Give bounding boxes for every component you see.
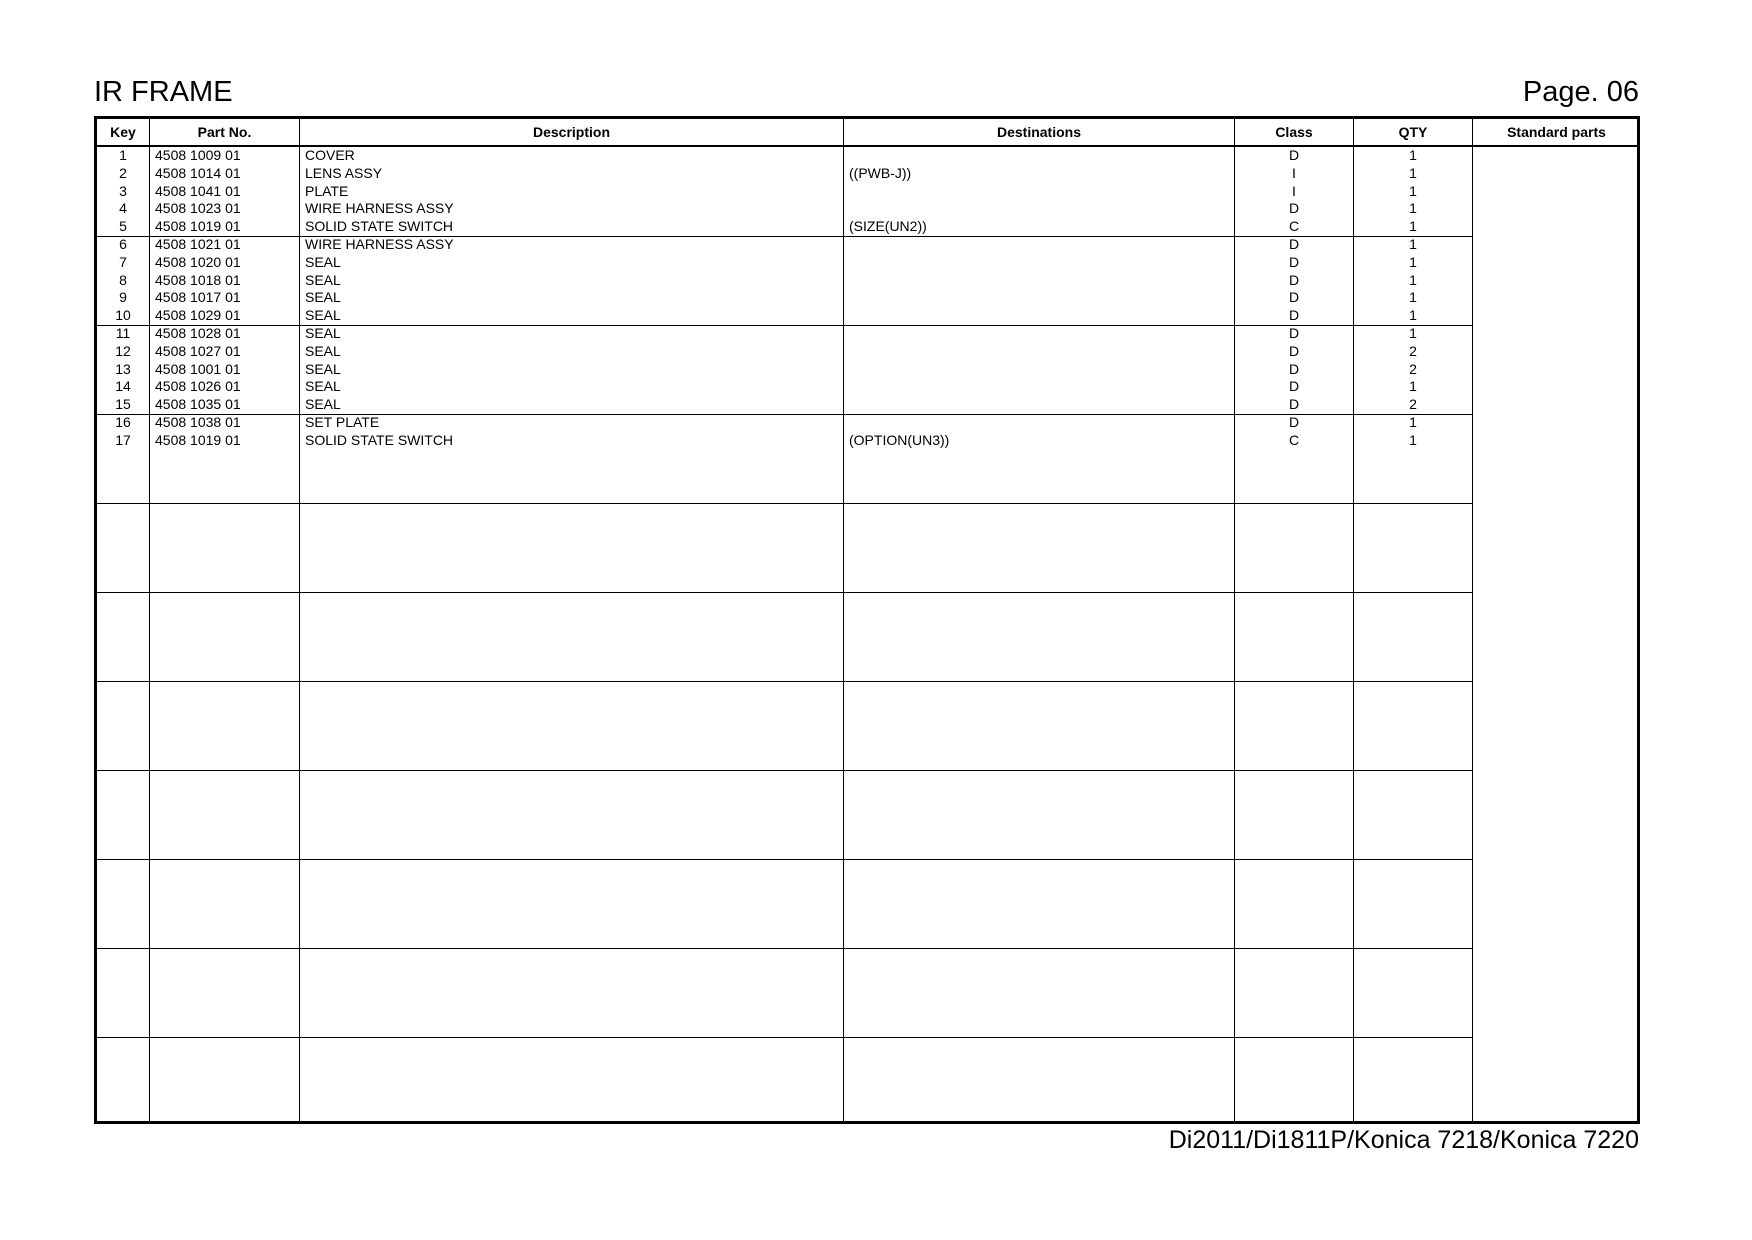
cell-part-no: 4508 1026 01: [155, 378, 241, 395]
cell-qty: 1: [1409, 307, 1417, 324]
cell-qty: 1: [1409, 182, 1417, 199]
cell-key: 7: [119, 253, 127, 270]
cell-qty: 1: [1409, 378, 1417, 395]
cell-key: 15: [115, 396, 131, 413]
cell-class: D: [1288, 271, 1300, 288]
cell-description: PLATE: [305, 182, 349, 199]
cell-key: 12: [115, 342, 131, 359]
cell-part-no: 4508 1018 01: [155, 271, 241, 288]
cell-class: C: [1288, 218, 1300, 235]
cell-part-no: 4508 1020 01: [155, 253, 241, 270]
cell-description: WIRE HARNESS ASSY: [305, 236, 454, 252]
cell-key: 14: [115, 378, 131, 395]
cell-part-no: 4508 1021 01: [155, 236, 241, 252]
table-row: [97, 183, 1472, 201]
cell-qty: 1: [1409, 200, 1417, 217]
cell-description: SEAL: [305, 378, 341, 395]
cell-description: SOLID STATE SWITCH: [305, 431, 454, 448]
cell-part-no: 4508 1009 01: [155, 147, 241, 163]
cell-qty: 2: [1409, 396, 1417, 413]
cell-key: 6: [119, 236, 127, 252]
table-row: [97, 200, 1472, 218]
cell-part-no: 4508 1023 01: [155, 200, 241, 217]
cell-description: SEAL: [305, 325, 341, 341]
cell-class: D: [1288, 289, 1300, 306]
table-row: [97, 396, 1472, 414]
col-header-key: Key: [110, 124, 136, 140]
page-title: IR FRAME: [94, 76, 233, 108]
cell-part-no: 4508 1028 01: [155, 325, 241, 341]
cell-key: 2: [119, 164, 127, 181]
cell-qty: 2: [1409, 342, 1417, 359]
col-header-destinations: Destinations: [996, 124, 1081, 140]
cell-description: SEAL: [305, 253, 341, 270]
table-row: [97, 236, 1472, 254]
cell-qty: 1: [1409, 147, 1417, 163]
cell-class: D: [1288, 147, 1300, 163]
table-row: [97, 307, 1472, 325]
cell-qty: 1: [1409, 289, 1417, 306]
table-row: [97, 289, 1472, 307]
cell-description: SEAL: [305, 342, 341, 359]
page-number: Page. 06: [1522, 76, 1639, 108]
cell-class: D: [1288, 325, 1300, 341]
cell-description: SET PLATE: [305, 414, 380, 430]
cell-qty: 1: [1409, 164, 1417, 181]
col-header-description: Description: [532, 124, 610, 140]
table-row: [97, 432, 1472, 450]
cell-class: D: [1288, 253, 1300, 270]
table-row: [97, 254, 1472, 272]
cell-description: SOLID STATE SWITCH: [305, 218, 454, 235]
cell-class: D: [1288, 378, 1300, 395]
cell-class: D: [1288, 342, 1300, 359]
cell-part-no: 4508 1019 01: [155, 431, 241, 448]
cell-key: 5: [119, 218, 127, 235]
parts-table: [94, 116, 1640, 1124]
cell-part-no: 4508 1001 01: [155, 360, 241, 377]
cell-qty: 1: [1409, 271, 1417, 288]
cell-qty: 2: [1409, 360, 1417, 377]
table-row: [97, 218, 1472, 236]
cell-description: COVER: [305, 147, 355, 163]
cell-description: LENS ASSY: [305, 164, 383, 181]
cell-description: SEAL: [305, 307, 341, 324]
cell-class: C: [1288, 431, 1300, 448]
cell-key: 17: [115, 431, 131, 448]
cell-class: D: [1288, 360, 1300, 377]
table-row: [97, 343, 1472, 361]
cell-key: 1: [119, 147, 127, 163]
col-header-standard-parts: Standard parts: [1507, 124, 1606, 140]
table-row: [97, 165, 1472, 183]
cell-key: 9: [119, 289, 127, 306]
cell-class: D: [1288, 396, 1300, 413]
cell-class: I: [1292, 182, 1296, 199]
group-divider: [97, 1037, 1472, 1038]
col-header-qty: QTY: [1398, 124, 1428, 140]
group-divider: [97, 592, 1472, 593]
column-divider: [1472, 119, 1473, 1121]
table-row: [97, 325, 1472, 343]
cell-class: D: [1288, 200, 1300, 217]
cell-qty: 1: [1409, 236, 1417, 252]
cell-part-no: 4508 1038 01: [155, 414, 241, 430]
col-header-part-no: Part No.: [197, 124, 252, 140]
cell-part-no: 4508 1029 01: [155, 307, 241, 324]
cell-part-no: 4508 1041 01: [155, 182, 241, 199]
cell-qty: 1: [1409, 218, 1417, 235]
cell-description: SEAL: [305, 360, 341, 377]
table-row: [97, 361, 1472, 379]
cell-qty: 1: [1409, 414, 1417, 430]
cell-destination: ((PWB-J)): [849, 164, 912, 181]
cell-key: 10: [115, 307, 131, 324]
group-divider: [97, 503, 1472, 504]
group-divider: [97, 859, 1472, 860]
cell-key: 13: [115, 360, 131, 377]
cell-part-no: 4508 1014 01: [155, 164, 241, 181]
group-divider: [97, 770, 1472, 771]
group-divider: [97, 948, 1472, 949]
cell-class: D: [1288, 236, 1300, 252]
footer-model-list: Di2011/Di1811P/Konica 7218/Konica 7220: [1168, 1126, 1639, 1154]
group-divider: [97, 681, 1472, 682]
cell-destination: (OPTION(UN3)): [849, 431, 950, 448]
cell-part-no: 4508 1035 01: [155, 396, 241, 413]
cell-class: I: [1292, 164, 1296, 181]
cell-description: SEAL: [305, 271, 341, 288]
col-header-class: Class: [1275, 124, 1313, 140]
cell-key: 11: [115, 325, 131, 341]
table-row: [97, 378, 1472, 396]
cell-key: 8: [119, 271, 127, 288]
cell-description: SEAL: [305, 396, 341, 413]
cell-part-no: 4508 1027 01: [155, 342, 241, 359]
cell-description: WIRE HARNESS ASSY: [305, 200, 454, 217]
cell-key: 3: [119, 182, 127, 199]
cell-description: SEAL: [305, 289, 341, 306]
cell-key: 16: [115, 414, 131, 430]
table-row: [97, 147, 1472, 165]
cell-key: 4: [119, 200, 127, 217]
cell-part-no: 4508 1019 01: [155, 218, 241, 235]
cell-class: D: [1288, 414, 1300, 430]
cell-part-no: 4508 1017 01: [155, 289, 241, 306]
table-row: [97, 414, 1472, 432]
table-row: [97, 272, 1472, 290]
cell-qty: 1: [1409, 431, 1417, 448]
cell-class: D: [1288, 307, 1300, 324]
cell-qty: 1: [1409, 253, 1417, 270]
cell-qty: 1: [1409, 325, 1417, 341]
cell-destination: (SIZE(UN2)): [849, 218, 927, 235]
